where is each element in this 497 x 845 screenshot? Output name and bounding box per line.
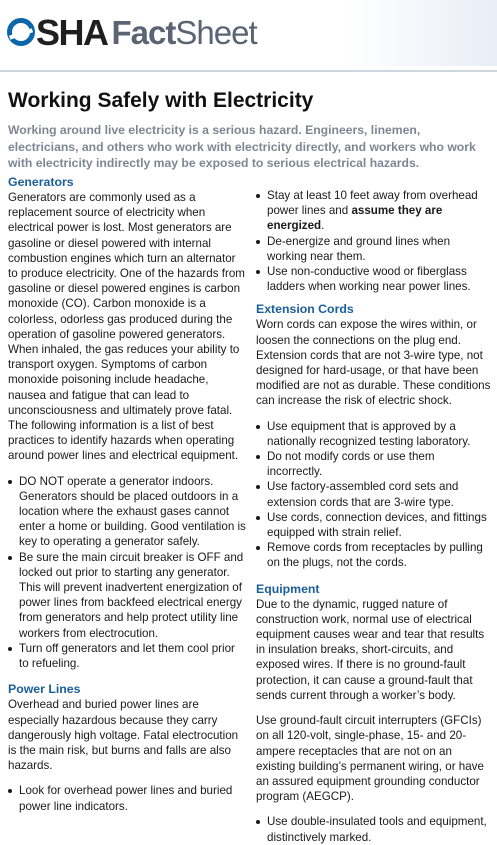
- generators-paragraph: Generators are commonly used as a replacement source of electricity when electrical power is lost. Most generators are gasoline or diesel powered with internal combustion engines which turn an alternator to produce electricity. One of the hazards from gasoline or diesel powered engines is carbon monoxide (CO). Carbon monoxide is a colorless, odorless gas produced during the operation of gasoline powered generators. When inhaled, the gas reduces your ability to transport oxygen. Symptoms of carbon monoxide poisoning include headache, nausea and fatigue that can lead to unconsciousness and ultimately prove fatal. The following information is a list of best practices to identify hazards when operating around power lines and electrical equipment.: [8, 191, 245, 463]
- logo-sheet: Sheet: [175, 14, 257, 51]
- power-lines-heading: Power Lines: [8, 682, 81, 697]
- bullet-icon: [8, 647, 12, 651]
- fact-sheet-header: [0, 0, 497, 66]
- bullet-icon: [256, 194, 260, 198]
- power-lines-continued-list: [256, 188, 492, 294]
- header-gradient: [347, 0, 497, 66]
- extension-cords-bullet-list: [256, 419, 492, 571]
- list-item: Use factory-assembled cord sets and extension cords that are 3-wire type.: [256, 479, 492, 509]
- bullet-icon: [8, 480, 12, 484]
- list-item: De-energize and ground lines when working near them.: [256, 234, 492, 264]
- extension-cords-heading: Extension Cords: [256, 302, 354, 317]
- osha-fact-sheet-logo: [7, 13, 257, 53]
- list-item: Look for overhead power lines and buried power line indicators.: [8, 783, 246, 813]
- bullet-icon: [256, 240, 260, 244]
- bullet-icon: [256, 270, 260, 274]
- equipment-bullet-list: [256, 814, 492, 844]
- bullet-icon: [8, 789, 12, 793]
- list-item: Do not modify cords or use them incorrectly.: [256, 449, 492, 479]
- list-item: Use non-conductive wood or fiberglass ladders when working near power lines.: [256, 264, 492, 294]
- equipment-heading: Equipment: [256, 581, 320, 596]
- header-divider: [0, 70, 497, 72]
- bullet-icon: [256, 820, 260, 824]
- equipment-paragraph-1: Due to the dynamic, rugged nature of construction work, normal use of electrical equipment causes wear and tear that results in insulation breaks, short-circuits, and exposed wires. If there is no ground-fault protection, it can cause a ground-fault that sends current through a worker’s body.: [256, 597, 485, 702]
- right-column: [256, 188, 492, 845]
- intro-paragraph: Working around live electricity is a serious hazard. Engineers, linemen, electricians, and others who work with electricity directly, and workers who work with electricity indirectly may be exposed to serious electrical hazards.: [8, 123, 476, 171]
- osha-o-ring-icon: [7, 18, 35, 46]
- bullet-icon: [256, 455, 260, 459]
- list-item: Turn off generators and let them cool prior to refueling.: [8, 641, 246, 671]
- bullet-icon: [8, 556, 12, 560]
- generators-heading: Generators: [8, 175, 74, 189]
- page-title: Working Safely with Electricity: [8, 89, 314, 112]
- power-lines-bullet-list: [8, 783, 246, 813]
- list-item: Use equipment that is approved by a nationally recognized testing laboratory.: [256, 419, 492, 449]
- list-item: DO NOT operate a generator indoors. Generators should be placed outdoors in a location where the exhaust gases cannot enter a home or building. Good ventilation is key to operating a generator safely.: [8, 474, 246, 550]
- list-item: Stay at least 10 feet away from overhead power lines and assume they are energized.: [256, 188, 492, 234]
- list-item: Use double-insulated tools and equipment, distinctively marked.: [256, 814, 492, 844]
- bullet-icon: [256, 546, 260, 550]
- extension-cords-paragraph: Worn cords can expose the wires within, or loosen the connections on the plug end. Extension cords that are not 3-wire type, not designed for hard-usage, or that have been modified are not as durable. These conditions can increase the risk of electric shock.: [256, 318, 491, 408]
- bullet-icon: [256, 516, 260, 520]
- emphasis-text: assume they are energized: [267, 204, 443, 233]
- bullet-icon: [256, 485, 260, 489]
- list-item: Use cords, connection devices, and fittings equipped with strain relief.: [256, 510, 492, 540]
- list-item: Remove cords from receptacles by pulling on the plugs, not the cords.: [256, 540, 492, 570]
- list-item: Be sure the main circuit breaker is OFF and locked out prior to starting any generator. This will prevent inadvertent energization of power lines from backfeed electrical energy from generators and help protect utility line workers from electrocution.: [8, 550, 246, 641]
- generators-bullet-list: [8, 474, 246, 672]
- power-lines-paragraph: Overhead and buried power lines are especially hazardous because they carry dangerously high voltage. Fatal electrocution is the main risk, but burns and falls are also hazards.: [8, 698, 239, 773]
- logo-fact: Fact: [111, 14, 176, 51]
- osha-logo-text: SHA: [7, 13, 108, 53]
- bullet-icon: [256, 425, 260, 429]
- equipment-paragraph-2: Use ground-fault circuit interrupters (GFCIs) on all 120-volt, single-phase, 15- and 20-ampere receptacles that are not on an existing building’s permanent wiring, or have an assured equipment grounding conductor program (AEGCP).: [256, 714, 484, 804]
